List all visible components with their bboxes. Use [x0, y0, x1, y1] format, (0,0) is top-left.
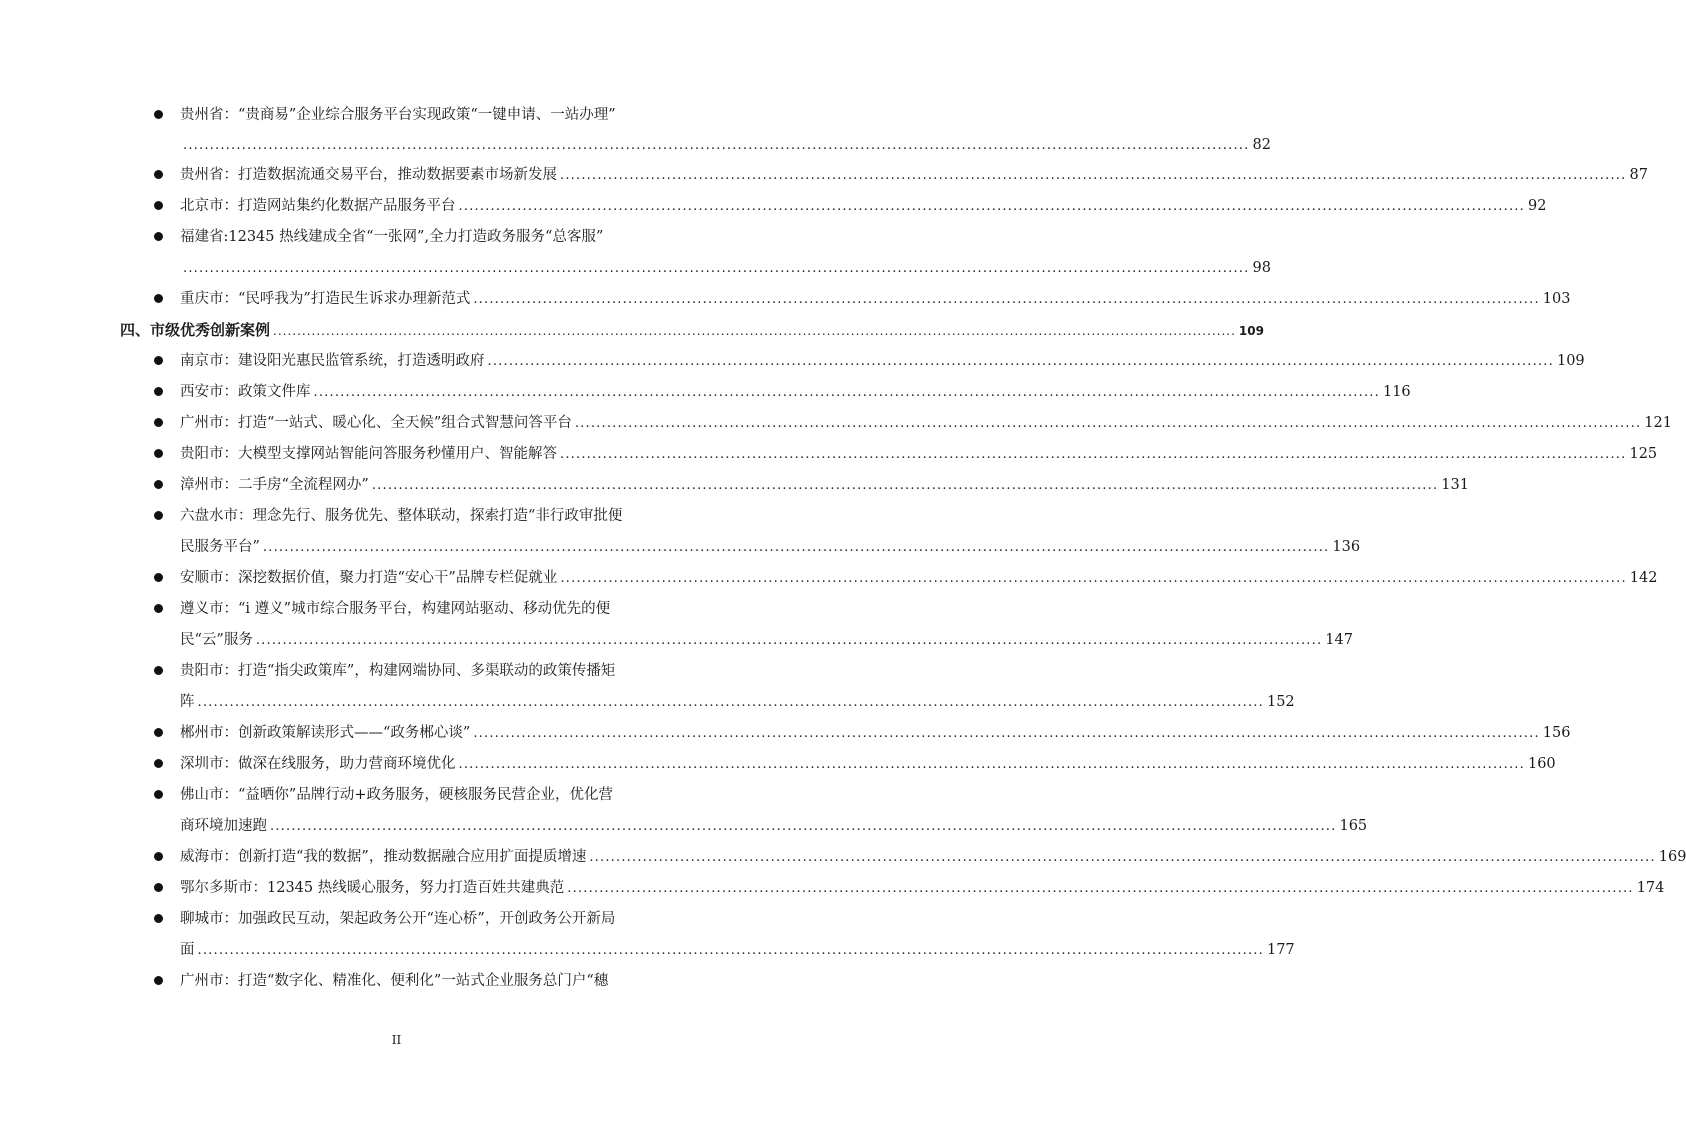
toc-entry-liaocheng-cont[interactable] [180, 939, 1295, 961]
leader-dots: ........................................................................................................................................................................................................ [262, 540, 1330, 555]
leader-dots: ........................................................................................................................................................................................................ [255, 633, 1323, 648]
entry-title: 贵阳市：打造“指尖政策库”，构建网端协同、多渠联动的政策传播矩 [180, 663, 616, 679]
bullet-icon [154, 418, 163, 427]
leader-dots: ........................................................................................................................................................................................................ [473, 726, 1540, 741]
toc-entry-guizhou-guishangyi[interactable] [180, 104, 675, 126]
entry-title: 鄂尔多斯市：12345 热线暖心服务，努力打造百姓共建典范 [180, 880, 565, 896]
entry-title: 深圳市：做深在线服务，助力营商环境优化 [180, 756, 456, 772]
leader-dots: ........................................................................................................................................................................................................ [371, 478, 1439, 493]
page-number: 125 [1629, 446, 1658, 462]
toc-entry-guizhou-data-trading[interactable] [180, 164, 1648, 186]
toc-entry-guangzhou-enterprise[interactable] [180, 970, 675, 992]
page-number: 160 [1527, 756, 1556, 772]
toc-entry-zunyi-cont[interactable] [180, 629, 1353, 651]
entry-title: 威海市：创新打造“我的数据”，推动数据融合应用扩面提质增速 [180, 849, 587, 865]
toc-entry-weihai[interactable] [180, 846, 1686, 868]
bullet-icon [154, 201, 163, 210]
entry-title-cont: 民服务平台” [180, 539, 260, 555]
entry-title: 南京市：建设阳光惠民监管系统，打造透明政府 [180, 353, 485, 369]
page-number: 152 [1266, 694, 1295, 710]
toc-entry-ordos[interactable] [180, 877, 1665, 899]
leader-dots: ........................................................................................................................................................................................................ [197, 695, 1264, 710]
page-number: 165 [1339, 818, 1368, 834]
entry-title: 广州市：打造“数字化、精准化、便利化”一站式企业服务总门户“穗 [180, 973, 609, 989]
page-number: 109 [1556, 353, 1585, 369]
toc-entry-zhangzhou[interactable] [180, 474, 1469, 496]
toc-entry-fujian-cont[interactable] [180, 257, 1271, 279]
entry-title: 安顺市：深挖数据价值，聚力打造“安心干”品牌专栏促就业 [180, 570, 558, 586]
page-number: 174 [1636, 880, 1665, 896]
toc-entry-beijing[interactable] [180, 195, 1547, 217]
page-number: 92 [1527, 198, 1547, 214]
page-number: 121 [1644, 415, 1672, 431]
page-number: 177 [1266, 942, 1295, 958]
leader-dots: ........................................................................................................................................................................................................ [473, 292, 1540, 307]
toc-entry-chongqing[interactable] [180, 288, 1571, 310]
entry-title: 重庆市：“民呼我为”打造民生诉求办理新范式 [180, 291, 471, 307]
bullet-icon [154, 449, 163, 458]
bullet-icon [154, 573, 163, 582]
bullet-icon [154, 852, 163, 861]
leader-dots: ........................................................................................................................................................................................................ [197, 943, 1264, 958]
page-number: 147 [1325, 632, 1353, 648]
toc-entry-guiyang-policy[interactable] [180, 660, 675, 682]
toc-entry-guiyang-llm[interactable] [180, 443, 1658, 465]
toc-entry-fujian[interactable] [180, 226, 675, 248]
entry-title: 佛山市：“益晒你”品牌行动+政务服务，硬核服务民营企业，优化营 [180, 787, 613, 803]
leader-dots: ........................................................................................................................................................................................................ [183, 261, 1250, 276]
bullet-icon [154, 883, 163, 892]
entry-title: 六盘水市：理念先行、服务优先、整体联动，探索打造“非行政审批便 [180, 508, 623, 524]
bullet-icon [154, 110, 163, 119]
toc-entry-shenzhen[interactable] [180, 753, 1556, 775]
leader-dots: ........................................................................................................................................................................................................ [487, 354, 1554, 369]
toc-entry-liupanshui-cont[interactable] [180, 536, 1361, 558]
leader-dots: ........................................................................................................................................................................................................ [589, 850, 1656, 865]
toc-entry-anshun[interactable] [180, 567, 1658, 589]
page-number: 82 [1252, 137, 1271, 153]
bullet-icon [154, 728, 163, 737]
page-number: 87 [1629, 167, 1648, 183]
bullet-icon [154, 666, 163, 675]
toc-entry-liupanshui[interactable] [180, 505, 675, 527]
toc-entry-liaocheng[interactable] [180, 908, 675, 930]
toc-entry-nanjing[interactable] [180, 350, 1585, 372]
toc-entry-guizhou-guishangyi-cont[interactable] [180, 134, 1271, 156]
entry-title-cont: 民“云”服务 [180, 632, 253, 648]
page-number: 169 [1658, 849, 1686, 865]
page-number: 131 [1441, 477, 1469, 493]
leader-dots: ........................................................................................................................................................................................................ [567, 881, 1634, 896]
bullet-icon [154, 790, 163, 799]
page-number: 142 [1629, 570, 1658, 586]
leader-dots: ........................................................................................................................................................................................................ [560, 571, 1627, 586]
bullet-icon [154, 604, 163, 613]
bullet-icon [154, 232, 163, 241]
bullet-icon [154, 480, 163, 489]
bullet-icon [154, 914, 163, 923]
toc-entry-chenzhou[interactable] [180, 722, 1571, 744]
entry-title-cont: 商环境加速跑 [180, 818, 267, 834]
footer-page-number: II [391, 1033, 402, 1047]
entry-title-cont: 面 [180, 942, 195, 958]
entry-title-cont: 阵 [180, 694, 195, 710]
entry-title: 贵州省：“贵商易”企业综合服务平台实现政策“一键申请、一站办理” [180, 107, 616, 123]
toc-entry-foshan-cont[interactable] [180, 815, 1368, 837]
leader-dots: ........................................................................................................................................................................................................ [270, 819, 1337, 834]
leader-dots: ........................................................................................................................................................................................................ [560, 447, 1627, 462]
toc-entry-xian[interactable] [180, 381, 1411, 403]
page-number: 109 [1238, 324, 1264, 338]
bullet-icon [154, 511, 163, 520]
entry-title: 漳州市：二手房“全流程网办” [180, 477, 369, 493]
entry-title: 遵义市：“i 遵义”城市综合服务平台，构建网站驱动、移动优先的便 [180, 601, 611, 617]
leader-dots: ........................................................................................................................................................................................................ [273, 324, 1236, 338]
leader-dots: ........................................................................................................................................................................................................ [574, 416, 1642, 431]
bullet-icon [154, 387, 163, 396]
entry-title: 贵州省：打造数据流通交易平台，推动数据要素市场新发展 [180, 167, 557, 183]
page-number: 98 [1252, 260, 1271, 276]
section-heading-4[interactable] [120, 319, 1264, 341]
leader-dots: ........................................................................................................................................................................................................ [313, 385, 1380, 400]
bullet-icon [154, 356, 163, 365]
toc-entry-zunyi[interactable] [180, 598, 675, 620]
page-number: 103 [1542, 291, 1571, 307]
entry-title: 聊城市：加强政民互动，架起政务公开“连心桥”，开创政务公开新局 [180, 911, 616, 927]
leader-dots: ........................................................................................................................................................................................................ [183, 138, 1250, 153]
entry-title: 广州市：打造“一站式、暖心化、全天候”组合式智慧问答平台 [180, 415, 572, 431]
bullet-icon [154, 759, 163, 768]
entry-title: 北京市：打造网站集约化数据产品服务平台 [180, 198, 456, 214]
page-number: 136 [1332, 539, 1361, 555]
entry-title: 西安市：政策文件库 [180, 384, 311, 400]
bullet-icon [154, 294, 163, 303]
section-title: 四、市级优秀创新案例 [120, 321, 271, 339]
bullet-icon [154, 976, 163, 985]
leader-dots: ........................................................................................................................................................................................................ [560, 168, 1627, 183]
toc-entry-guangzhou-qa[interactable] [180, 412, 1672, 434]
toc-entry-guiyang-policy-cont[interactable] [180, 691, 1295, 713]
toc-entry-foshan[interactable] [180, 784, 675, 806]
leader-dots: ........................................................................................................................................................................................................ [458, 757, 1525, 772]
bullet-icon [154, 170, 163, 179]
entry-title: 福建省:12345 热线建成全省“一张网”,全力打造政务服务“总客服” [180, 229, 604, 245]
leader-dots: ........................................................................................................................................................................................................ [458, 199, 1525, 214]
entry-title: 贵阳市：大模型支撑网站智能问答服务秒懂用户、智能解答 [180, 446, 557, 462]
entry-title: 郴州市：创新政策解读形式——“政务郴心谈” [180, 725, 471, 741]
page-number: 156 [1542, 725, 1571, 741]
page-number: 116 [1382, 384, 1411, 400]
